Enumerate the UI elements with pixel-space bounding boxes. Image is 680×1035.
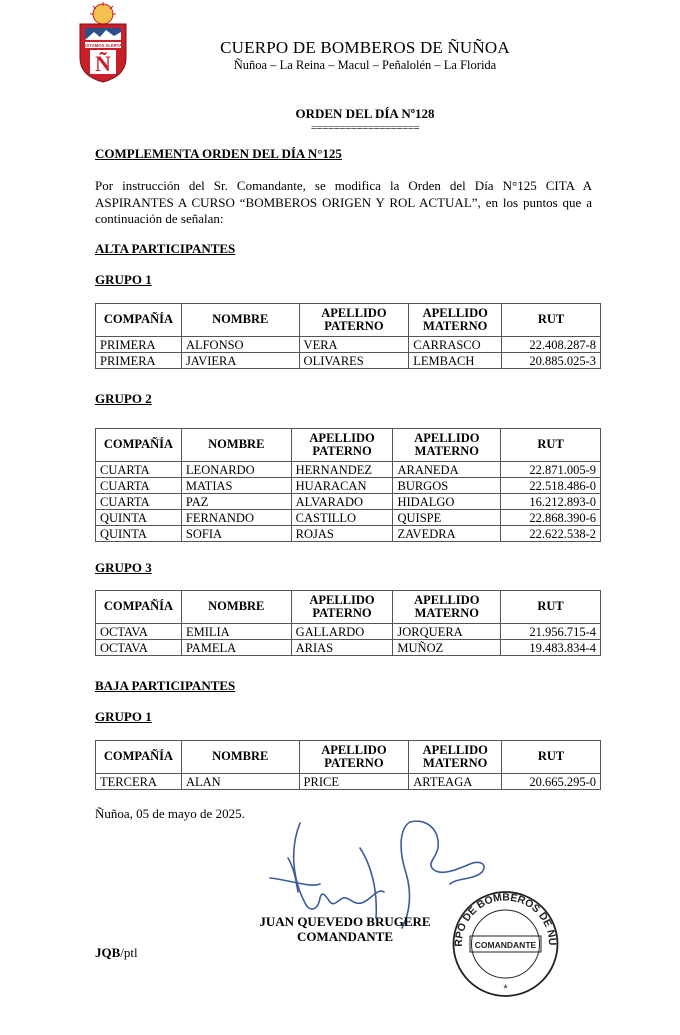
svg-text:*: *: [503, 983, 508, 995]
cell-compania: QUINTA: [96, 510, 182, 526]
table-row: [96, 526, 601, 542]
cell-compania: QUINTA: [96, 526, 182, 542]
cell-rut: 22.868.390-6: [501, 510, 601, 526]
logo-letter: Ñ: [95, 51, 111, 76]
organization-communes: Ñuñoa – La Reina – Macul – Peñalolén – La Florida: [233, 58, 497, 72]
cell-nombre: JAVIERA: [181, 353, 299, 369]
signature-block: [200, 914, 490, 944]
svg-text:CUERPO DE BOMBEROS DE ÑUÑOA: [448, 888, 559, 947]
reference-initials: [95, 945, 138, 961]
cell-compania: PRIMERA: [96, 353, 182, 369]
initials-rest: /ptl: [120, 945, 138, 960]
cell-nombre: ALFONSO: [181, 337, 299, 353]
cell-paterno: ARIAS: [291, 640, 393, 656]
stamp-center-text: COMANDANTE: [474, 940, 537, 950]
header-rut: RUT: [501, 591, 601, 624]
cell-rut: 22.871.005-9: [501, 462, 601, 478]
cell-rut: 16.212.893-0: [501, 494, 601, 510]
cell-compania: CUARTA: [96, 494, 182, 510]
cell-paterno: GALLARDO: [291, 624, 393, 640]
header-apellido-materno: APELLIDO MATERNO: [409, 304, 502, 337]
cell-rut: 20.885.025-3: [502, 353, 601, 369]
cell-materno: CARRASCO: [409, 337, 502, 353]
table-header-row: [96, 741, 601, 774]
cell-materno: ARTEAGA: [409, 774, 502, 790]
header-nombre: NOMBRE: [181, 741, 299, 774]
cell-compania: CUARTA: [96, 478, 182, 494]
table-row: [96, 494, 601, 510]
table-row: [96, 510, 601, 526]
official-stamp: [448, 888, 563, 998]
cell-paterno: OLIVARES: [299, 353, 409, 369]
header-compania: COMPAÑÍA: [96, 591, 182, 624]
cell-nombre: SOFIA: [181, 526, 291, 542]
table-header-row: [96, 304, 601, 337]
alta-grupo2-table: [95, 428, 601, 542]
header-compania: COMPAÑÍA: [96, 741, 182, 774]
cell-rut: 20.665.295-0: [502, 774, 601, 790]
table-header-row: [96, 429, 601, 462]
cell-materno: BURGOS: [393, 478, 501, 494]
cell-rut: 22.518.486-0: [501, 478, 601, 494]
header-apellido-materno: APELLIDO MATERNO: [393, 591, 501, 624]
cell-nombre: EMILIA: [181, 624, 291, 640]
title-separator: ===================: [310, 122, 420, 134]
baja-grupo1-table: [95, 740, 601, 790]
cell-rut: 19.483.834-4: [501, 640, 601, 656]
alta-section-title: ALTA PARTICIPANTES: [95, 241, 236, 256]
order-paragraph: Por instrucción del Sr. Comandante, se modifica la Orden del Día N°125 CITA A ASPIRANTES A CURSO “BOMBEROS ORIGEN Y ROL ACTUAL”, en los puntos que a continuación de señalan:: [95, 178, 592, 226]
cell-paterno: HERNANDEZ: [291, 462, 393, 478]
cell-compania: TERCERA: [96, 774, 182, 790]
cell-paterno: PRICE: [299, 774, 409, 790]
alta-grupo3-table: [95, 590, 601, 656]
cell-materno: MUÑOZ: [393, 640, 501, 656]
baja-section-title: BAJA PARTICIPANTES: [95, 678, 236, 693]
header-compania: COMPAÑÍA: [96, 429, 182, 462]
cell-paterno: VERA: [299, 337, 409, 353]
signer-title: COMANDANTE: [296, 929, 394, 944]
cell-rut: 21.956.715-4: [501, 624, 601, 640]
table-row: [96, 774, 601, 790]
order-subject: COMPLEMENTA ORDEN DEL DÍA N°125: [95, 146, 342, 161]
table-row: [96, 462, 601, 478]
document-date: Ñuñoa, 05 de mayo de 2025.: [95, 806, 245, 821]
cell-rut: 22.622.538-2: [501, 526, 601, 542]
cell-nombre: LEONARDO: [181, 462, 291, 478]
stamp-ring-text: RPO DE BOMBEROS DE ÑU: [452, 891, 559, 947]
cell-compania: OCTAVA: [96, 640, 182, 656]
cell-materno: ZAVEDRA: [393, 526, 501, 542]
cell-compania: OCTAVA: [96, 624, 182, 640]
alta-grupo3-title: GRUPO 3: [95, 560, 152, 575]
cell-compania: PRIMERA: [96, 337, 182, 353]
table-row: [96, 353, 601, 369]
cell-paterno: ALVARADO: [291, 494, 393, 510]
cell-rut: 22.408.287-8: [502, 337, 601, 353]
signer-name: JUAN QUEVEDO BRUGERE: [259, 914, 431, 929]
cell-nombre: PAZ: [181, 494, 291, 510]
cell-materno: HIDALGO: [393, 494, 501, 510]
header-nombre: NOMBRE: [181, 304, 299, 337]
cell-paterno: HUARACAN: [291, 478, 393, 494]
cell-materno: JORQUERA: [393, 624, 501, 640]
header-rut: RUT: [502, 304, 601, 337]
header-apellido-materno: APELLIDO MATERNO: [393, 429, 501, 462]
cell-materno: ARANEDA: [393, 462, 501, 478]
organization-name: CUERPO DE BOMBEROS DE ÑUÑOA: [220, 38, 510, 57]
table-row: [96, 337, 601, 353]
header-nombre: NOMBRE: [181, 429, 291, 462]
header-apellido-paterno: APELLIDO PATERNO: [299, 741, 409, 774]
header-rut: RUT: [502, 741, 601, 774]
initials-bold: JQB: [95, 945, 121, 960]
header-compania: COMPAÑÍA: [96, 304, 182, 337]
table-header-row: [96, 591, 601, 624]
table-row: [96, 624, 601, 640]
header-apellido-materno: APELLIDO MATERNO: [409, 741, 502, 774]
header-apellido-paterno: APELLIDO PATERNO: [291, 591, 393, 624]
cell-materno: QUISPE: [393, 510, 501, 526]
cell-paterno: ROJAS: [291, 526, 393, 542]
cell-nombre: FERNANDO: [181, 510, 291, 526]
cell-nombre: MATIAS: [181, 478, 291, 494]
alta-grupo1-table: [95, 303, 601, 369]
table-row: [96, 478, 601, 494]
baja-grupo1-title: GRUPO 1: [95, 709, 152, 724]
cell-materno: LEMBACH: [409, 353, 502, 369]
alta-grupo1-title: GRUPO 1: [95, 272, 152, 287]
cell-nombre: ALAN: [181, 774, 299, 790]
table-row: [96, 640, 601, 656]
cell-compania: CUARTA: [96, 462, 182, 478]
header-nombre: NOMBRE: [181, 591, 291, 624]
fire-department-logo: [76, 2, 130, 84]
logo-motto: ESTAMOS ALERTA: [83, 42, 123, 48]
header-rut: RUT: [501, 429, 601, 462]
order-title: ORDEN DEL DÍA Nº128: [295, 106, 435, 121]
cell-nombre: PAMELA: [181, 640, 291, 656]
header-apellido-paterno: APELLIDO PATERNO: [291, 429, 393, 462]
alta-grupo2-title: GRUPO 2: [95, 391, 152, 406]
cell-paterno: CASTILLO: [291, 510, 393, 526]
header-apellido-paterno: APELLIDO PATERNO: [299, 304, 409, 337]
